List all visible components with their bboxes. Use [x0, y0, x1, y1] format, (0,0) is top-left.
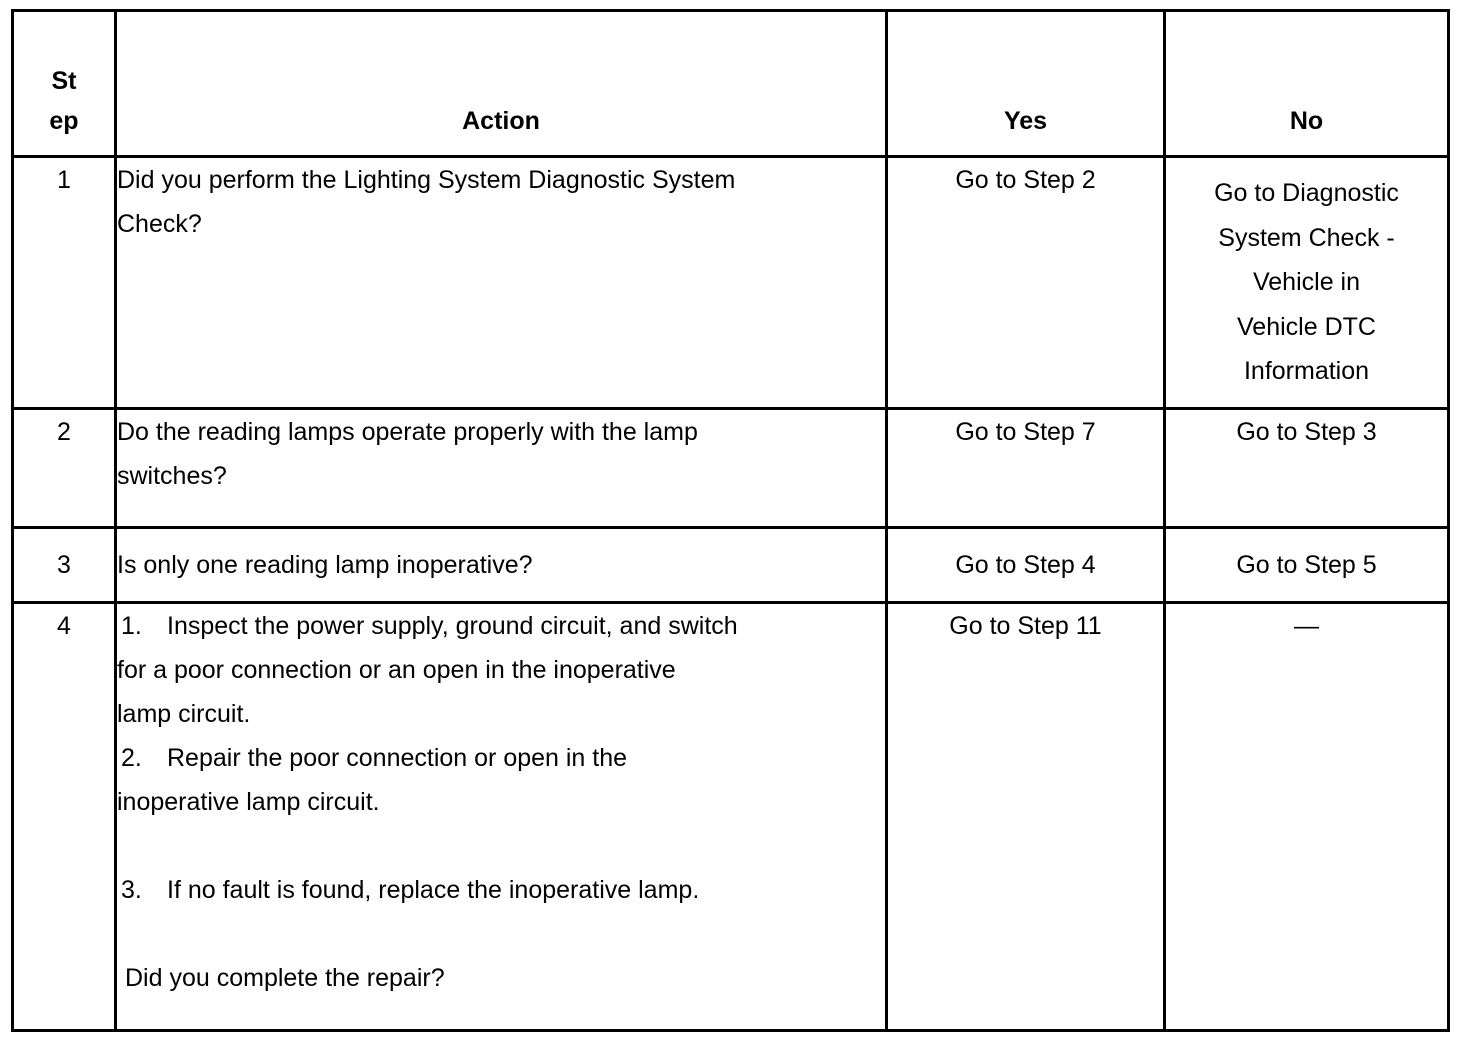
table-row: [13, 603, 1449, 1031]
action-cell: [116, 157, 887, 409]
table-row: [13, 528, 1449, 603]
action-cell: Is only one reading lamp inoperative?: [116, 528, 887, 603]
no-cell: Go to Step 3: [1165, 409, 1449, 528]
list-text: for a poor connection or an open in the inoperative: [117, 656, 676, 684]
no-text: Vehicle DTC: [1237, 312, 1376, 341]
step-number: 3: [13, 528, 116, 603]
header-yes: Yes: [887, 11, 1165, 157]
list-item: [117, 604, 885, 648]
header-step: [13, 11, 116, 157]
list-text: Inspect the power supply, ground circuit, and switch: [167, 612, 738, 640]
header-step-line2: ep: [49, 107, 79, 135]
action-text: Check?: [117, 210, 202, 238]
list-text: inoperative lamp circuit.: [117, 788, 380, 816]
list-number: 1.: [121, 612, 142, 640]
list-text: lamp circuit.: [117, 700, 251, 728]
yes-cell: Go to Step 7: [887, 409, 1165, 528]
step-number: 2: [13, 409, 116, 528]
table-row: [13, 409, 1449, 528]
no-text: Vehicle in: [1252, 268, 1361, 296]
no-cell: [1165, 157, 1449, 409]
no-cell: Go to Step 5: [1165, 528, 1449, 603]
diagnostic-table: [11, 9, 1450, 1032]
no-cell: —: [1165, 603, 1449, 1031]
header-step-line1: St: [51, 67, 77, 95]
header-no: No: [1165, 11, 1449, 157]
action-cell: [116, 409, 887, 528]
header-row: [13, 11, 1449, 157]
list-number: 3.: [121, 876, 142, 904]
no-text: Go to Diagnostic: [1214, 179, 1399, 207]
action-cell: [116, 603, 887, 1031]
list-item: [117, 736, 885, 780]
action-text: Do the reading lamps operate properly with the lamp: [117, 418, 698, 446]
action-text: Did you perform the Lighting System Diagnostic System: [117, 166, 736, 194]
step-number: 4: [13, 603, 116, 1031]
list-text: If no fault is found, replace the inoperative lamp.: [167, 876, 700, 904]
list-item: [117, 868, 885, 912]
yes-cell: Go to Step 4: [887, 528, 1165, 603]
header-action: Action: [116, 11, 887, 157]
yes-cell: Go to Step 2: [887, 157, 1165, 409]
table-row: [13, 157, 1449, 409]
no-text: System Check -: [1218, 223, 1395, 252]
no-text: Information: [1243, 357, 1370, 385]
list-number: 2.: [121, 744, 142, 772]
spacer: [117, 824, 885, 868]
action-text: switches?: [117, 462, 227, 490]
list-text: Repair the poor connection or open in the: [167, 744, 628, 772]
step-number: 1: [13, 157, 116, 409]
yes-cell: Go to Step 11: [887, 603, 1165, 1031]
spacer: [117, 912, 885, 956]
question-text: Did you complete the repair?: [125, 964, 445, 992]
